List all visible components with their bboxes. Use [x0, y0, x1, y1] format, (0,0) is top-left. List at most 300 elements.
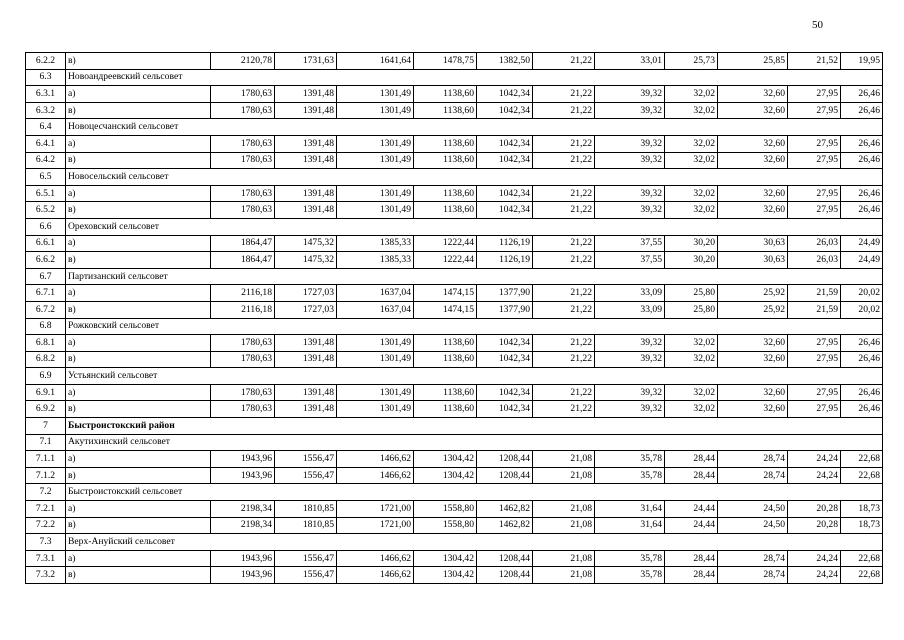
value-cell: 32,02 [665, 401, 718, 418]
value-cell: 32,02 [665, 335, 718, 352]
value-cell: 21,22 [533, 252, 595, 269]
value-cell: 32,02 [665, 152, 718, 169]
value-cell: 1943,96 [211, 451, 275, 468]
value-cell: 26,46 [841, 351, 883, 368]
value-cell: 32,60 [718, 384, 788, 401]
value-cell: 21,22 [533, 401, 595, 418]
value-cell: 21,22 [533, 152, 595, 169]
value-cell: 32,02 [665, 384, 718, 401]
group-name: Быстроистокский район [66, 418, 883, 435]
value-cell: 1208,44 [477, 550, 533, 567]
value-cell: 21,22 [533, 202, 595, 219]
value-cell: 1475,32 [275, 235, 337, 252]
table-row [26, 550, 883, 567]
value-cell: 1780,63 [211, 185, 275, 202]
value-cell: 24,24 [788, 467, 841, 484]
value-cell: 1042,34 [477, 384, 533, 401]
row-code: 6.6 [26, 218, 66, 235]
value-cell: 21,22 [533, 53, 595, 70]
value-cell: 27,95 [788, 152, 841, 169]
value-cell: 1042,34 [477, 335, 533, 352]
value-cell: 1780,63 [211, 401, 275, 418]
table-group-row [26, 119, 883, 136]
value-cell: 1780,63 [211, 152, 275, 169]
value-cell: 25,80 [665, 285, 718, 302]
table-row [26, 451, 883, 468]
value-cell: 32,60 [718, 202, 788, 219]
value-cell: 1042,34 [477, 185, 533, 202]
row-label: а) [66, 185, 211, 202]
value-cell: 1721,00 [337, 501, 414, 518]
value-cell: 24,24 [788, 550, 841, 567]
value-cell: 1391,48 [275, 185, 337, 202]
table-row [26, 467, 883, 484]
value-cell: 1222,44 [414, 252, 477, 269]
value-cell: 1864,47 [211, 235, 275, 252]
row-code: 7.3.1 [26, 550, 66, 567]
value-cell: 1810,85 [275, 517, 337, 534]
value-cell: 1301,49 [337, 152, 414, 169]
table-row [26, 252, 883, 269]
value-cell: 32,60 [718, 351, 788, 368]
table-group-row [26, 169, 883, 186]
value-cell: 1780,63 [211, 384, 275, 401]
table-group-row [26, 434, 883, 451]
table-group-row [26, 368, 883, 385]
row-label: в) [66, 567, 211, 584]
row-label: а) [66, 86, 211, 103]
value-cell: 1466,62 [337, 550, 414, 567]
value-cell: 1138,60 [414, 335, 477, 352]
value-cell: 25,73 [665, 53, 718, 70]
table-row [26, 285, 883, 302]
value-cell: 26,46 [841, 135, 883, 152]
table-row [26, 567, 883, 584]
value-cell: 21,59 [788, 285, 841, 302]
row-code: 6.6.2 [26, 252, 66, 269]
table-row [26, 335, 883, 352]
group-name: Ореховский сельсовет [66, 218, 883, 235]
value-cell: 1301,49 [337, 351, 414, 368]
value-cell: 24,24 [788, 451, 841, 468]
value-cell: 1727,03 [275, 301, 337, 318]
value-cell: 21,08 [533, 517, 595, 534]
row-label: в) [66, 102, 211, 119]
row-code: 7.1.2 [26, 467, 66, 484]
row-label: а) [66, 384, 211, 401]
group-name: Устьянский сельсовет [66, 368, 883, 385]
table-row [26, 135, 883, 152]
row-code: 6.4.1 [26, 135, 66, 152]
row-label: в) [66, 401, 211, 418]
value-cell: 26,46 [841, 384, 883, 401]
value-cell: 28,74 [718, 550, 788, 567]
value-cell: 21,22 [533, 102, 595, 119]
group-name: Новоандреевский сельсовет [66, 69, 883, 86]
value-cell: 39,32 [595, 351, 665, 368]
value-cell: 21,08 [533, 567, 595, 584]
table-group-row [26, 69, 883, 86]
value-cell: 1138,60 [414, 202, 477, 219]
value-cell: 32,60 [718, 185, 788, 202]
value-cell: 28,44 [665, 567, 718, 584]
row-code: 6.8 [26, 318, 66, 335]
table-row [26, 501, 883, 518]
value-cell: 1556,47 [275, 467, 337, 484]
value-cell: 21,22 [533, 301, 595, 318]
row-label: а) [66, 335, 211, 352]
value-cell: 1138,60 [414, 401, 477, 418]
value-cell: 21,22 [533, 384, 595, 401]
value-cell: 27,95 [788, 401, 841, 418]
value-cell: 28,74 [718, 451, 788, 468]
row-label: в) [66, 152, 211, 169]
row-code: 6.2.2 [26, 53, 66, 70]
value-cell: 32,02 [665, 185, 718, 202]
value-cell: 27,95 [788, 384, 841, 401]
value-cell: 21,22 [533, 86, 595, 103]
value-cell: 1466,62 [337, 567, 414, 584]
value-cell: 21,22 [533, 285, 595, 302]
row-code: 6.6.1 [26, 235, 66, 252]
row-label: в) [66, 517, 211, 534]
value-cell: 32,60 [718, 86, 788, 103]
table-row [26, 401, 883, 418]
value-cell: 2116,18 [211, 301, 275, 318]
value-cell: 32,02 [665, 202, 718, 219]
value-cell: 24,44 [665, 501, 718, 518]
value-cell: 1391,48 [275, 351, 337, 368]
value-cell: 26,46 [841, 335, 883, 352]
value-cell: 1780,63 [211, 86, 275, 103]
value-cell: 18,73 [841, 501, 883, 518]
row-label: а) [66, 135, 211, 152]
value-cell: 27,95 [788, 202, 841, 219]
value-cell: 27,95 [788, 335, 841, 352]
value-cell: 1301,49 [337, 202, 414, 219]
row-code: 6.5.1 [26, 185, 66, 202]
value-cell: 32,60 [718, 135, 788, 152]
value-cell: 1462,82 [477, 517, 533, 534]
row-code: 6.5 [26, 169, 66, 186]
value-cell: 25,92 [718, 301, 788, 318]
row-code: 7.1.1 [26, 451, 66, 468]
table-row [26, 202, 883, 219]
value-cell: 1042,34 [477, 135, 533, 152]
row-code: 6.4 [26, 119, 66, 136]
value-cell: 1727,03 [275, 285, 337, 302]
table-body [26, 53, 883, 584]
value-cell: 24,50 [718, 517, 788, 534]
value-cell: 21,08 [533, 451, 595, 468]
value-cell: 2198,34 [211, 517, 275, 534]
value-cell: 1138,60 [414, 102, 477, 119]
value-cell: 1138,60 [414, 351, 477, 368]
table-row [26, 384, 883, 401]
row-label: в) [66, 351, 211, 368]
value-cell: 1301,49 [337, 335, 414, 352]
value-cell: 1475,32 [275, 252, 337, 269]
row-label: в) [66, 467, 211, 484]
tariff-table [25, 52, 883, 584]
value-cell: 1780,63 [211, 202, 275, 219]
value-cell: 1556,47 [275, 567, 337, 584]
table-row [26, 152, 883, 169]
value-cell: 24,49 [841, 235, 883, 252]
value-cell: 1780,63 [211, 102, 275, 119]
value-cell: 1208,44 [477, 567, 533, 584]
value-cell: 39,32 [595, 102, 665, 119]
value-cell: 1641,64 [337, 53, 414, 70]
value-cell: 35,78 [595, 567, 665, 584]
page-number: 50 [812, 19, 823, 31]
row-code: 7.2 [26, 484, 66, 501]
row-label: в) [66, 301, 211, 318]
value-cell: 26,46 [841, 401, 883, 418]
group-name: Акутихинский сельсовет [66, 434, 883, 451]
value-cell: 1042,34 [477, 401, 533, 418]
value-cell: 1385,33 [337, 252, 414, 269]
value-cell: 1301,49 [337, 185, 414, 202]
value-cell: 1126,19 [477, 252, 533, 269]
value-cell: 35,78 [595, 467, 665, 484]
value-cell: 1721,00 [337, 517, 414, 534]
value-cell: 1301,49 [337, 384, 414, 401]
value-cell: 1042,34 [477, 202, 533, 219]
value-cell: 32,60 [718, 102, 788, 119]
value-cell: 39,32 [595, 202, 665, 219]
value-cell: 1462,82 [477, 501, 533, 518]
value-cell: 1391,48 [275, 202, 337, 219]
value-cell: 1943,96 [211, 550, 275, 567]
value-cell: 2116,18 [211, 285, 275, 302]
row-label: в) [66, 252, 211, 269]
table-row [26, 517, 883, 534]
value-cell: 1301,49 [337, 102, 414, 119]
value-cell: 1138,60 [414, 152, 477, 169]
value-cell: 21,22 [533, 351, 595, 368]
value-cell: 20,02 [841, 285, 883, 302]
row-code: 6.3.2 [26, 102, 66, 119]
table-row [26, 235, 883, 252]
value-cell: 20,28 [788, 501, 841, 518]
value-cell: 26,46 [841, 202, 883, 219]
value-cell: 25,85 [718, 53, 788, 70]
value-cell: 1126,19 [477, 235, 533, 252]
value-cell: 1556,47 [275, 550, 337, 567]
group-name: Партизанский сельсовет [66, 268, 883, 285]
value-cell: 1222,44 [414, 235, 477, 252]
value-cell: 1042,34 [477, 102, 533, 119]
value-cell: 21,22 [533, 335, 595, 352]
value-cell: 35,78 [595, 451, 665, 468]
value-cell: 26,46 [841, 102, 883, 119]
value-cell: 33,09 [595, 301, 665, 318]
value-cell: 1466,62 [337, 451, 414, 468]
row-code: 6.7 [26, 268, 66, 285]
table-row [26, 351, 883, 368]
group-name: Рожковский сельсовет [66, 318, 883, 335]
value-cell: 1138,60 [414, 185, 477, 202]
value-cell: 1391,48 [275, 335, 337, 352]
value-cell: 1474,15 [414, 301, 477, 318]
table-group-row [26, 268, 883, 285]
row-code: 7.2.2 [26, 517, 66, 534]
row-code: 6.9.2 [26, 401, 66, 418]
value-cell: 32,02 [665, 86, 718, 103]
row-code: 6.7.1 [26, 285, 66, 302]
value-cell: 1943,96 [211, 467, 275, 484]
value-cell: 1138,60 [414, 384, 477, 401]
table-row [26, 53, 883, 70]
value-cell: 24,50 [718, 501, 788, 518]
row-label: а) [66, 550, 211, 567]
row-code: 6.5.2 [26, 202, 66, 219]
row-label: в) [66, 202, 211, 219]
value-cell: 21,08 [533, 501, 595, 518]
group-name: Новоцесчанский сельсовет [66, 119, 883, 136]
value-cell: 35,78 [595, 550, 665, 567]
table-group-row [26, 218, 883, 235]
value-cell: 1391,48 [275, 86, 337, 103]
value-cell: 1731,63 [275, 53, 337, 70]
table-group-row [26, 484, 883, 501]
value-cell: 32,02 [665, 135, 718, 152]
value-cell: 1474,15 [414, 285, 477, 302]
value-cell: 1780,63 [211, 135, 275, 152]
value-cell: 33,01 [595, 53, 665, 70]
value-cell: 1558,80 [414, 517, 477, 534]
value-cell: 1208,44 [477, 467, 533, 484]
value-cell: 21,59 [788, 301, 841, 318]
value-cell: 1637,04 [337, 301, 414, 318]
value-cell: 28,44 [665, 550, 718, 567]
table-group-row [26, 418, 883, 435]
value-cell: 1208,44 [477, 451, 533, 468]
row-code: 7.1 [26, 434, 66, 451]
value-cell: 18,73 [841, 517, 883, 534]
group-name: Быстроистокский сельсовет [66, 484, 883, 501]
table-row [26, 86, 883, 103]
value-cell: 1391,48 [275, 384, 337, 401]
value-cell: 1304,42 [414, 467, 477, 484]
value-cell: 27,95 [788, 135, 841, 152]
value-cell: 39,32 [595, 401, 665, 418]
value-cell: 1391,48 [275, 152, 337, 169]
group-name: Верх-Ануйский сельсовет [66, 534, 883, 551]
value-cell: 21,22 [533, 235, 595, 252]
value-cell: 25,80 [665, 301, 718, 318]
value-cell: 39,32 [595, 86, 665, 103]
row-code: 6.8.1 [26, 335, 66, 352]
value-cell: 20,28 [788, 517, 841, 534]
value-cell: 27,95 [788, 86, 841, 103]
table-row [26, 102, 883, 119]
value-cell: 22,68 [841, 550, 883, 567]
value-cell: 21,08 [533, 550, 595, 567]
value-cell: 1042,34 [477, 351, 533, 368]
row-code: 6.8.2 [26, 351, 66, 368]
value-cell: 28,44 [665, 467, 718, 484]
table-group-row [26, 534, 883, 551]
value-cell: 28,74 [718, 567, 788, 584]
value-cell: 30,63 [718, 252, 788, 269]
value-cell: 1391,48 [275, 401, 337, 418]
value-cell: 39,32 [595, 152, 665, 169]
value-cell: 1780,63 [211, 335, 275, 352]
value-cell: 19,95 [841, 53, 883, 70]
value-cell: 21,52 [788, 53, 841, 70]
value-cell: 22,68 [841, 467, 883, 484]
value-cell: 1558,80 [414, 501, 477, 518]
value-cell: 32,60 [718, 401, 788, 418]
row-code: 6.4.2 [26, 152, 66, 169]
table-row [26, 185, 883, 202]
value-cell: 39,32 [595, 185, 665, 202]
value-cell: 1042,34 [477, 86, 533, 103]
row-label: в) [66, 53, 211, 70]
value-cell: 32,02 [665, 102, 718, 119]
value-cell: 26,46 [841, 152, 883, 169]
value-cell: 24,24 [788, 567, 841, 584]
value-cell: 25,92 [718, 285, 788, 302]
value-cell: 33,09 [595, 285, 665, 302]
value-cell: 1637,04 [337, 285, 414, 302]
value-cell: 22,68 [841, 567, 883, 584]
value-cell: 24,49 [841, 252, 883, 269]
value-cell: 1943,96 [211, 567, 275, 584]
value-cell: 32,60 [718, 335, 788, 352]
row-code: 6.9.1 [26, 384, 66, 401]
value-cell: 26,46 [841, 86, 883, 103]
value-cell: 1377,90 [477, 301, 533, 318]
value-cell: 30,63 [718, 235, 788, 252]
value-cell: 1382,50 [477, 53, 533, 70]
row-code: 6.7.2 [26, 301, 66, 318]
value-cell: 1304,42 [414, 550, 477, 567]
value-cell: 37,55 [595, 252, 665, 269]
row-code: 6.3 [26, 69, 66, 86]
value-cell: 27,95 [788, 185, 841, 202]
table-row [26, 301, 883, 318]
value-cell: 26,03 [788, 235, 841, 252]
value-cell: 2120,78 [211, 53, 275, 70]
row-code: 7.3.2 [26, 567, 66, 584]
value-cell: 1301,49 [337, 86, 414, 103]
row-label: а) [66, 451, 211, 468]
row-label: а) [66, 235, 211, 252]
row-code: 7.3 [26, 534, 66, 551]
value-cell: 1780,63 [211, 351, 275, 368]
value-cell: 30,20 [665, 235, 718, 252]
value-cell: 1810,85 [275, 501, 337, 518]
value-cell: 1304,42 [414, 451, 477, 468]
value-cell: 21,22 [533, 185, 595, 202]
value-cell: 28,44 [665, 451, 718, 468]
value-cell: 27,95 [788, 351, 841, 368]
row-code: 6.3.1 [26, 86, 66, 103]
value-cell: 2198,34 [211, 501, 275, 518]
value-cell: 21,08 [533, 467, 595, 484]
value-cell: 1301,49 [337, 401, 414, 418]
value-cell: 28,74 [718, 467, 788, 484]
row-code: 7 [26, 418, 66, 435]
value-cell: 20,02 [841, 301, 883, 318]
row-label: а) [66, 501, 211, 518]
row-label: а) [66, 285, 211, 302]
value-cell: 1377,90 [477, 285, 533, 302]
value-cell: 30,20 [665, 252, 718, 269]
